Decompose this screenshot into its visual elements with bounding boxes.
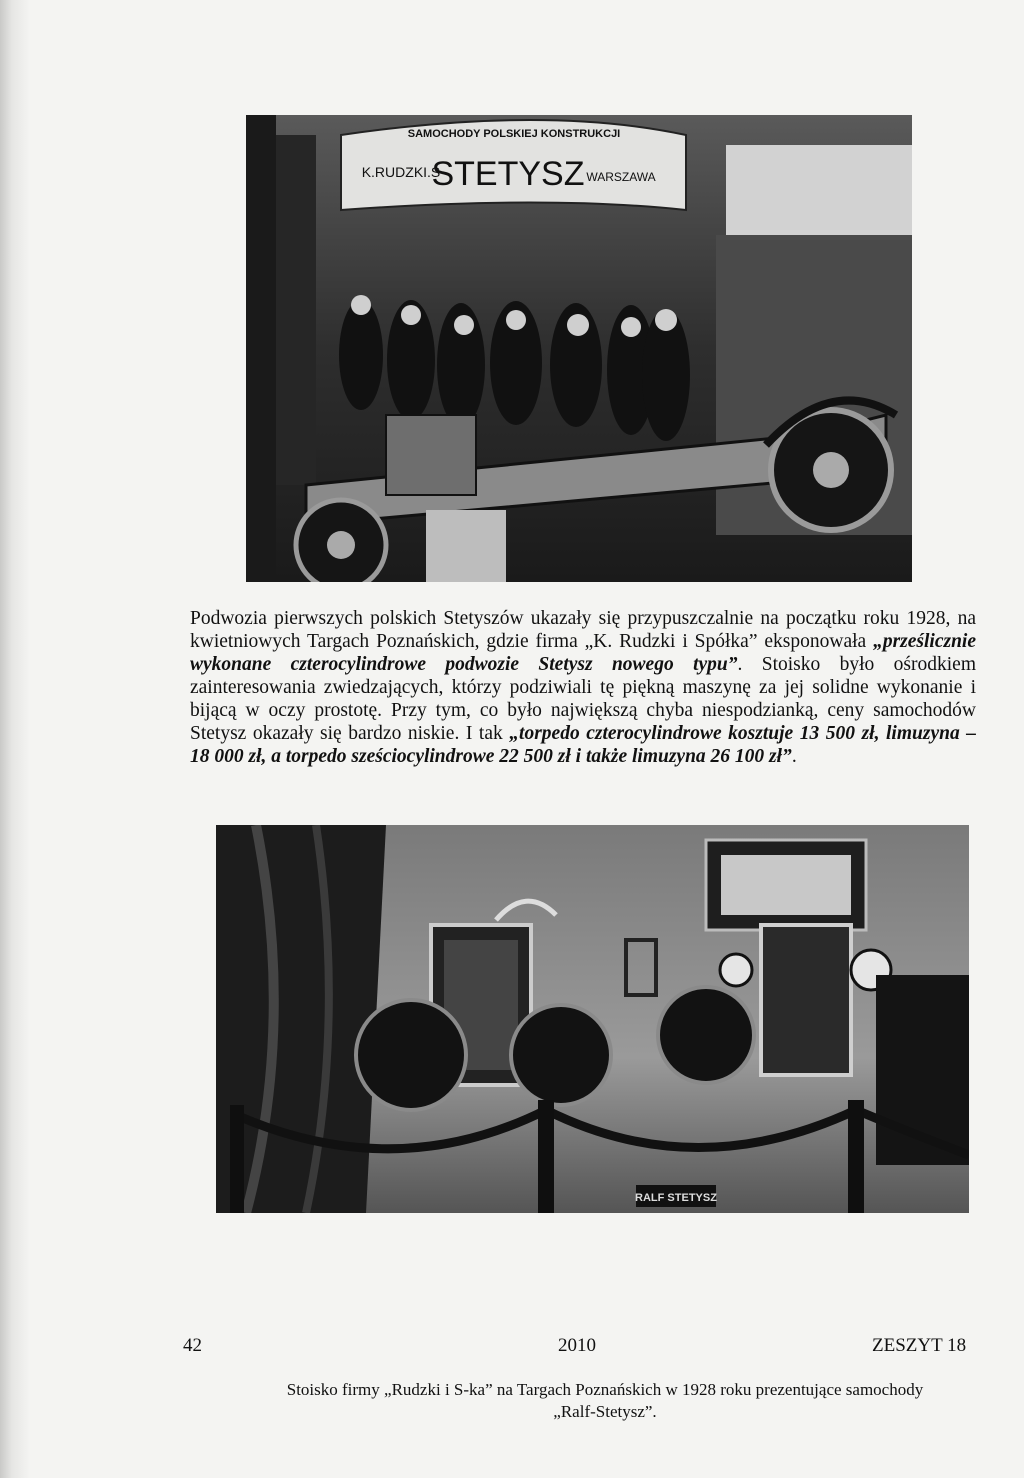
sign-left-text: K.RUDZKI.S	[361, 164, 441, 180]
paragraph-text-1: Podwozia pierwszych polskich Stetyszów ukazały się przypuszczalnie na początku roku 1928, na kwietniowych Targach Poznańskich, gdzie firma „K. Rudzki i Spółka” eksponowała	[190, 608, 976, 652]
photo-caption	[225, 1379, 985, 1423]
paragraph-quote-1: „prześlicznie wykonane czterocylindrowe podwozie Stetysz nowego typu”	[190, 631, 976, 675]
sign-right-text: WARSZAWA	[586, 170, 656, 184]
page-number: 42	[183, 1335, 202, 1356]
photo-ralf-stetysz-stand	[216, 825, 969, 1213]
paragraph-quote-2: „torpedo czterocylindrowe kosztuje 13 500 zł, limuzyna – 18 000 zł, a torpedo sześciocylindrowe 22 500 zł i także limuzyna 26 100 zł”	[190, 723, 976, 767]
paragraph-text-2: . Stoisko było ośrodkiem zainteresowania zwiedzających, którzy podziwiali tę piękną maszynę za jej solidne wykonanie i bijącą w oczy prostotę. Przy tym, co było największą chyba niespodzianką, ceny samochodów Stetysz okazały się bardzo niskie. I tak	[190, 654, 976, 744]
page-edge-shadow	[0, 0, 30, 1478]
sign-top-text: SAMOCHODY POLSKIEJ KONSTRUKCJI	[407, 128, 621, 140]
footer-issue: ZESZYT 18	[872, 1335, 967, 1356]
stand-sign-text: RALF STETYSZ	[635, 1192, 717, 1204]
main-paragraph	[190, 607, 976, 768]
caption-line-1: Stoisko firmy „Rudzki i S-ka” na Targach Poznańskich w 1928 roku prezentujące samochody	[286, 1380, 924, 1399]
paragraph-text-3: .	[791, 746, 797, 767]
sign-center-text: STETYSZ	[431, 155, 585, 193]
footer-year: 2010	[558, 1335, 596, 1356]
photo-stetysz-chassis	[246, 115, 912, 582]
caption-line-2: „Ralf-Stetysz”.	[553, 1402, 657, 1421]
